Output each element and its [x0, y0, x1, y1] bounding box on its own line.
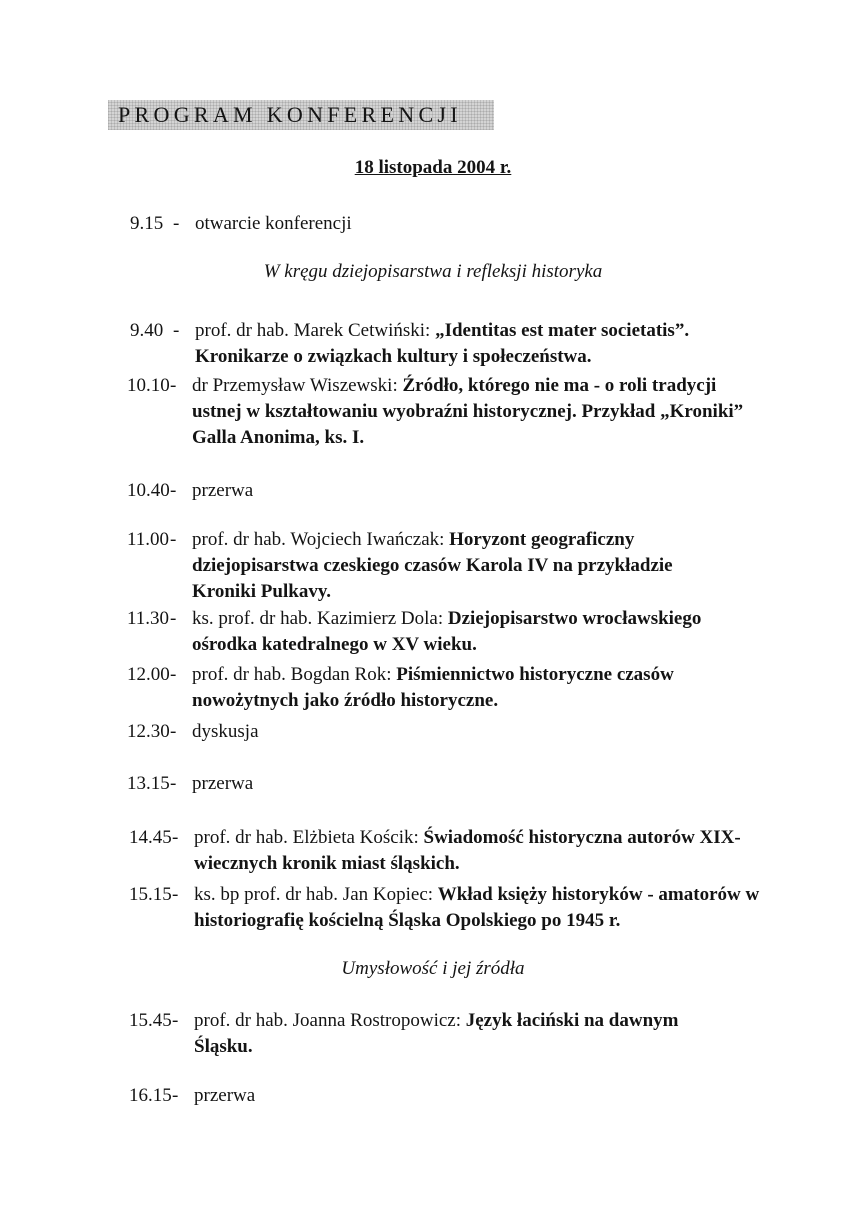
entry-time: 12.30 [127, 721, 170, 742]
entry-dash: - [170, 608, 177, 629]
entry-dash: - [173, 213, 180, 234]
entry-speaker: dyskusja [192, 721, 259, 742]
entry-dash: - [172, 1010, 179, 1031]
entry-time: 15.15 [129, 884, 172, 905]
entry-speaker: przerwa [192, 480, 254, 501]
entry-title: Piśmiennictwo historyczne czasów nowożytnych jako źródło historyczne. [192, 664, 674, 711]
entry-time: 15.45 [129, 1010, 172, 1031]
entry-time: 16.15 [129, 1085, 172, 1106]
entry-speaker: prof. dr hab. Elżbieta Kościk: [194, 827, 424, 848]
entry-dash: - [170, 721, 177, 742]
entry-time: 10.10 [127, 375, 170, 396]
conference-date: 18 listopada 2004 r. [354, 157, 512, 178]
entry-time: 12.00 [127, 664, 170, 685]
entry-title: Dziejopisarstwo wrocławskiego ośrodka katedralnego w XV wieku. [192, 608, 702, 655]
entry-dash: - [170, 375, 177, 396]
entry-dash: - [170, 529, 177, 550]
entry-speaker: dr Przemysław Wiszewski: [192, 375, 403, 396]
entry-time: 11.30 [127, 608, 170, 629]
entry-speaker: prof. dr hab. Bogdan Rok: [192, 664, 397, 685]
entry-title: „Identitas est mater societatis”. Kronikarze o związkach kultury i społeczeństwa. [195, 320, 690, 367]
entry-dash: - [172, 827, 179, 848]
entry-dash: - [172, 884, 179, 905]
entry-time: 14.45 [129, 827, 172, 848]
entry-title: Źródło, którego nie ma - o roli tradycji ustnej w kształtowaniu wyobraźni historycznej. Przykład „Kroniki” Galla Anonima, ks. I. [192, 375, 744, 448]
entry-time: 9.40 [130, 320, 164, 341]
entry-title: Wkład księży historyków - amatorów w historiografię kościelną Śląska Opolskiego po 1945 r. [194, 884, 760, 931]
entry-speaker: otwarcie konferencji [195, 213, 352, 234]
entry-speaker: ks. bp prof. dr hab. Jan Kopiec: [194, 884, 438, 905]
entry-speaker: przerwa [192, 773, 254, 794]
entry-title: Język łaciński na dawnym Śląsku. [194, 1010, 679, 1057]
entry-speaker: ks. prof. dr hab. Kazimierz Dola: [192, 608, 448, 629]
entry-speaker: prof. dr hab. Joanna Rostropowicz: [194, 1010, 466, 1031]
entry-speaker: przerwa [194, 1085, 256, 1106]
entry-time: 10.40 [127, 480, 170, 501]
entry-title: Horyzont geograficzny dziejopisarstwa czeskiego czasów Karola IV na przykładzie Kroniki Pulkavy. [192, 529, 673, 602]
section-heading: W kręgu dziejopisarstwa i refleksji historyka [263, 261, 603, 282]
entry-dash: - [170, 773, 177, 794]
entry-dash: - [172, 1085, 179, 1106]
entry-dash: - [170, 480, 177, 501]
entry-speaker: prof. dr hab. Marek Cetwiński: [195, 320, 436, 341]
section-heading: Umysłowość i jej źródła [341, 958, 525, 979]
entry-title: Świadomość historyczna autorów XIX-wiecznych kronik miast śląskich. [194, 827, 741, 874]
entry-dash: - [173, 320, 180, 341]
entry-dash: - [170, 664, 177, 685]
entry-time: 11.00 [127, 529, 170, 550]
entry-speaker: prof. dr hab. Wojciech Iwańczak: [192, 529, 450, 550]
entry-time: 9.15 [130, 213, 164, 234]
page-title: PROGRAM KONFERENCJI [118, 102, 462, 127]
entry-time: 13.15 [127, 773, 170, 794]
